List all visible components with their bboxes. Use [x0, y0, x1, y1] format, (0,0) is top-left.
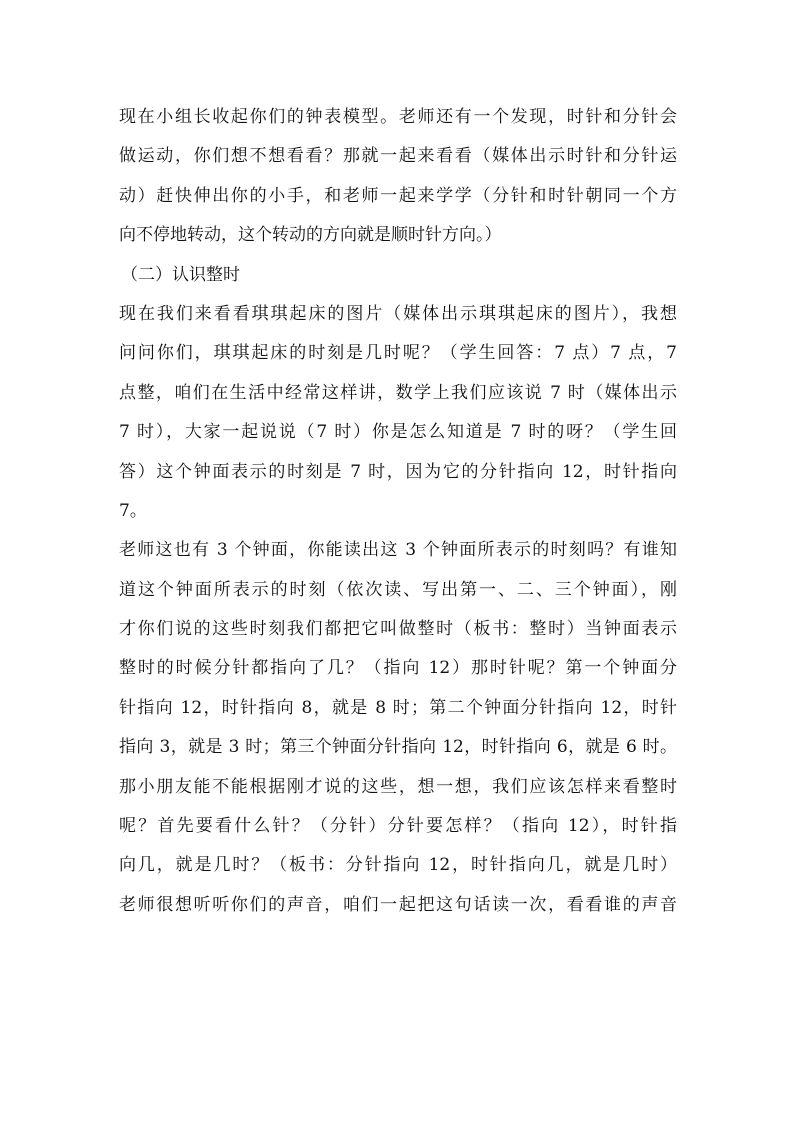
text-line: 向不停地转动，这个转动的方向就是顺时针方向。）: [119, 225, 502, 246]
text-line: 老师很想听听你们的声音，咱们一起把这句话读一次，看看谁的声音: [119, 894, 677, 915]
text-line: 向几，就是几时？（板书：分针指向 12，时针指向几，就是几时）: [119, 855, 677, 876]
text-line: 针指向 12，时针指向 8，就是 8 时；第二个钟面分针指向 12，时针: [119, 697, 677, 718]
text-line: 老师这也有 3 个钟面，你能读出这 3 个钟面所表示的时刻吗？有谁知: [119, 540, 677, 561]
text-line: 现在小组长收起你们的钟表模型。老师还有一个发现，时针和分针会: [119, 107, 677, 127]
text-line: 呢？首先要看什么针？（分针）分针要怎样？（指向 12），时针指: [119, 816, 677, 837]
text-line: 才你们说的这些时刻我们都把它叫做整时（板书：整时）当钟面表示: [119, 619, 677, 640]
text-line: 整时的时候分针都指向了几？（指向 12）那时针呢？第一个钟面分: [119, 658, 677, 679]
text-line: 指向 3，就是 3 时；第三个钟面分针指向 12，时针指向 6，就是 6 时。: [119, 737, 677, 758]
text-line: 问问你们，琪琪起床的时刻是几时呢？（学生回答：7 点）7 点，7: [119, 343, 677, 364]
text-line: 点整，咱们在生活中经常这样讲，数学上我们应该说 7 时（媒体出示: [119, 382, 677, 403]
text-line: 7 时），大家一起说说（7 时）你是怎么知道是 7 时的呀？（学生回: [119, 422, 677, 443]
text-line: 做运动，你们想不想看看？那就一起来看看（媒体出示时针和分针运: [119, 146, 677, 167]
document-body: [119, 98, 677, 925]
text-line: 动）赶快伸出你的小手，和老师一起来学学（分针和时针朝同一个方: [119, 185, 677, 206]
section-heading: （二）认识整时: [121, 264, 240, 285]
text-line: 道这个钟面所表示的时刻（依次读、写出第一、二、三个钟面），刚: [119, 579, 677, 600]
text-line: 7。: [119, 500, 147, 521]
text-line: 那小朋友能不能根据刚才说的这些，想一想，我们应该怎样来看整时: [119, 776, 677, 797]
text-line: 现在我们来看看琪琪起床的图片（媒体出示琪琪起床的图片），我想: [119, 303, 677, 324]
text-line: 答）这个钟面表示的时刻是 7 时，因为它的分针指向 12，时针指向: [119, 461, 677, 482]
